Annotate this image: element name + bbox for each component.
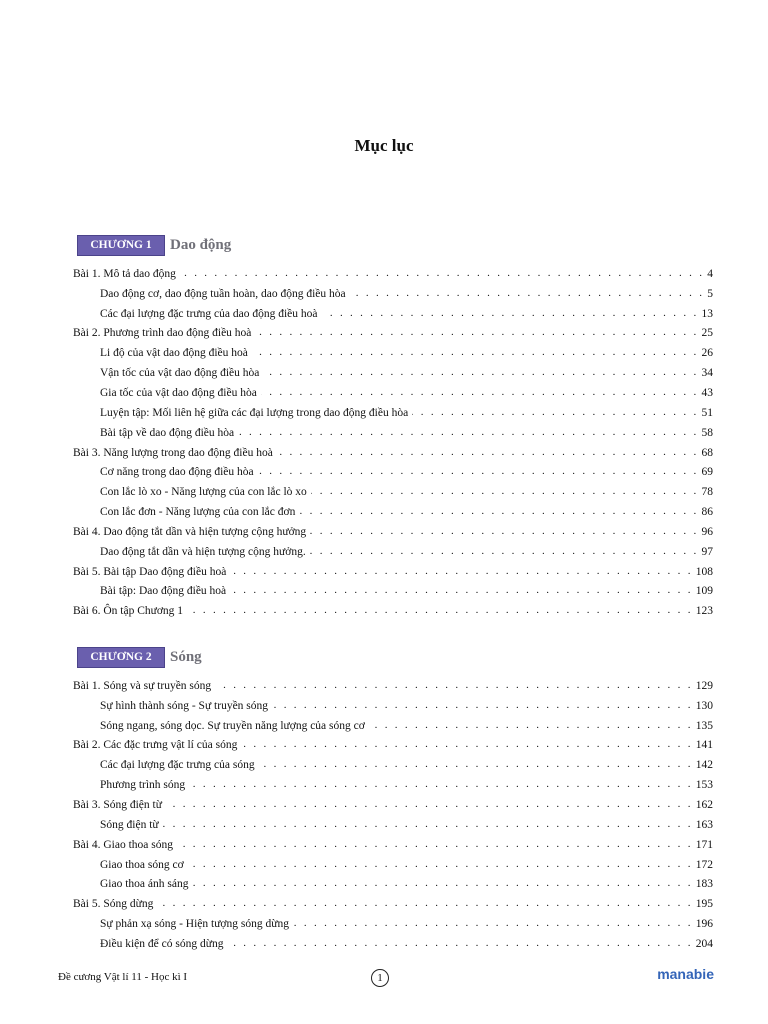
toc-entry-page: 130 [693, 700, 713, 712]
toc-entry[interactable] [73, 775, 713, 795]
toc-entry[interactable] [73, 324, 713, 344]
toc-entry[interactable] [73, 423, 713, 443]
toc-entry[interactable] [73, 363, 713, 383]
toc-entry-page: 108 [693, 566, 713, 578]
toc-entry-page: 97 [699, 546, 714, 558]
toc-entry-page: 123 [693, 605, 713, 617]
toc-entry[interactable] [73, 676, 713, 696]
dot-leader [177, 840, 693, 852]
toc-entry-page: 68 [699, 447, 714, 459]
toc-entry[interactable] [73, 855, 713, 875]
toc-chapter-1 [73, 264, 713, 621]
toc-entry-label: Gia tốc của vật dao động điều hòa [100, 387, 261, 399]
toc-entry-label: Giao thoa sóng cơ [100, 859, 188, 871]
toc-entry-label: Vận tốc của vật dao động điều hòa [100, 367, 263, 379]
dot-leader [293, 919, 693, 931]
dot-leader [299, 507, 698, 519]
toc-entry-page: 5 [704, 288, 713, 300]
toc-entry-label: Bài 2. Phương trình dao động điều hoà [73, 327, 255, 339]
toc-entry-label: Các đại lượng đặc trưng của dao động điều hoà [100, 308, 322, 320]
toc-entry[interactable] [73, 736, 713, 756]
dot-leader [277, 448, 699, 460]
toc-entry-page: 129 [693, 680, 713, 692]
dot-leader [252, 348, 699, 360]
toc-entry-label: Bài 5. Bài tập Dao động điều hoà [73, 566, 230, 578]
chapter-1-header [77, 234, 231, 256]
toc-entry-page: 96 [699, 526, 714, 538]
toc-entry-page: 171 [693, 839, 713, 851]
toc-entry-label: Bài 5. Sóng dừng [73, 898, 157, 910]
toc-entry-label: Điều kiện để có sóng dừng [100, 938, 227, 950]
chapter-name: Dao động [170, 236, 232, 253]
toc-entry[interactable] [73, 934, 713, 954]
dot-leader [192, 879, 692, 891]
toc-entry-label: Bài tập: Dao động điều hoà [100, 585, 230, 597]
toc-entry[interactable] [73, 914, 713, 934]
toc-entry-page: 172 [693, 859, 713, 871]
toc-entry-label: Bài 4. Dao động tắt dần và hiện tượng cộng hưởng [73, 526, 310, 538]
toc-entry-label: Bài tập về dao động điều hòa [100, 427, 238, 439]
toc-entry[interactable] [73, 601, 713, 621]
dot-leader [322, 309, 699, 321]
dot-leader [272, 701, 693, 713]
toc-entry[interactable] [73, 264, 713, 284]
toc-entry-label: Sóng điện từ [100, 819, 163, 831]
dot-leader [189, 780, 693, 792]
dot-leader [310, 527, 698, 539]
dot-leader [227, 939, 692, 951]
toc-entry-page: 163 [693, 819, 713, 831]
toc-entry-page: 195 [693, 898, 713, 910]
toc-entry-label: Bài 6. Ôn tập Chương 1 [73, 605, 187, 617]
toc-entry-page: 25 [699, 327, 714, 339]
dot-leader [157, 899, 692, 911]
dot-leader [238, 428, 698, 440]
manabie-logo: manabie [657, 966, 714, 982]
toc-entry-page: 204 [693, 938, 713, 950]
dot-leader [310, 547, 699, 559]
dot-leader [258, 467, 699, 479]
toc-entry-label: Bài 3. Sóng điện từ [73, 799, 166, 811]
toc-entry-page: 196 [693, 918, 713, 930]
toc-entry[interactable] [73, 403, 713, 423]
toc-entry-label: Dao động cơ, dao động tuần hoàn, dao động điều hòa [100, 288, 350, 300]
toc-entry[interactable] [73, 304, 713, 324]
chapter-badge: CHƯƠNG 2 [77, 647, 165, 668]
toc-entry-page: 58 [699, 427, 714, 439]
dot-leader [188, 860, 693, 872]
toc-entry-page: 78 [699, 486, 714, 498]
dot-leader [215, 681, 693, 693]
toc-entry-label: Bài 3. Năng lượng trong dao động điều hoà [73, 447, 277, 459]
toc-entry-page: 51 [699, 407, 714, 419]
page-number: 1 [371, 969, 389, 987]
toc-entry-page: 69 [699, 466, 714, 478]
toc-entry-label: Các đại lượng đặc trưng của sóng [100, 759, 259, 771]
toc-entry[interactable] [73, 795, 713, 815]
toc-chapter-2 [73, 676, 713, 954]
toc-entry-label: Sự hình thành sóng - Sự truyền sóng [100, 700, 272, 712]
toc-entry[interactable] [73, 716, 713, 736]
toc-entry[interactable] [73, 894, 713, 914]
chapter-2-header [77, 646, 202, 668]
toc-entry[interactable] [73, 343, 713, 363]
toc-entry-page: 34 [699, 367, 714, 379]
dot-leader [230, 586, 693, 598]
toc-entry-label: Bài 1. Mô tả dao động [73, 268, 180, 280]
toc-entry[interactable] [73, 562, 713, 582]
dot-leader [412, 408, 698, 420]
toc-entry-label: Cơ năng trong dao động điều hòa [100, 466, 258, 478]
toc-entry-page: 142 [693, 759, 713, 771]
dot-leader [311, 487, 699, 499]
toc-entry[interactable] [73, 542, 713, 562]
toc-entry-label: Sóng ngang, sóng dọc. Sự truyền năng lượng của sóng cơ [100, 720, 369, 732]
dot-leader [369, 721, 693, 733]
toc-entry[interactable] [73, 874, 713, 894]
toc-entry[interactable] [73, 815, 713, 835]
toc-entry-page: 86 [699, 506, 714, 518]
toc-entry-page: 162 [693, 799, 713, 811]
dot-leader [255, 328, 698, 340]
toc-entry[interactable] [73, 462, 713, 482]
toc-entry[interactable] [73, 582, 713, 602]
toc-entry-label: Sự phản xạ sóng - Hiện tượng sóng dừng [100, 918, 293, 930]
toc-entry[interactable] [73, 482, 713, 502]
dot-leader [350, 289, 705, 301]
toc-entry-label: Luyện tập: Mối liên hệ giữa các đại lượng trong dao động điều hòa [100, 407, 412, 419]
toc-entry[interactable] [73, 383, 713, 403]
dot-leader [166, 800, 693, 812]
toc-entry-label: Bài 4. Giao thoa sóng [73, 839, 177, 851]
toc-entry[interactable] [73, 284, 713, 304]
toc-entry-page: 26 [699, 347, 714, 359]
page-title: Mục lục [354, 136, 414, 155]
toc-entry-page: 4 [704, 268, 713, 280]
toc-entry-page: 109 [693, 585, 713, 597]
toc-entry[interactable] [73, 443, 713, 463]
toc-entry-label: Giao thoa ánh sáng [100, 878, 192, 890]
footer-document-title: Đề cương Vật lí 11 - Học kì I [58, 971, 188, 983]
toc-entry-label: Con lắc đơn - Năng lượng của con lắc đơn [100, 506, 299, 518]
toc-entry-label: Dao động tắt dần và hiện tượng cộng hưởng. [100, 546, 310, 558]
dot-leader [180, 269, 704, 281]
dot-leader [263, 368, 698, 380]
toc-entry[interactable] [73, 522, 713, 542]
toc-entry-page: 141 [693, 739, 713, 751]
toc-entry[interactable] [73, 755, 713, 775]
dot-leader [261, 388, 699, 400]
dot-leader [230, 567, 692, 579]
toc-entry-label: Con lắc lò xo - Năng lượng của con lắc lò xo [100, 486, 311, 498]
toc-entry-label: Li độ của vật dao động điều hoà [100, 347, 252, 359]
chapter-badge: CHƯƠNG 1 [77, 235, 165, 256]
toc-entry-label: Bài 2. Các đặc trưng vật lí của sóng [73, 739, 241, 751]
toc-entry-page: 43 [699, 387, 714, 399]
toc-entry-page: 13 [699, 308, 714, 320]
toc-entry[interactable] [73, 696, 713, 716]
chapter-name: Sóng [170, 648, 202, 665]
dot-leader [241, 740, 692, 752]
toc-entry-page: 153 [693, 779, 713, 791]
dot-leader [187, 606, 693, 618]
dot-leader [163, 820, 693, 832]
toc-entry[interactable] [73, 835, 713, 855]
toc-entry[interactable] [73, 502, 713, 522]
toc-entry-label: Bài 1. Sóng và sự truyền sóng [73, 680, 215, 692]
toc-entry-page: 183 [693, 878, 713, 890]
toc-entry-label: Phương trình sóng [100, 779, 189, 791]
toc-entry-page: 135 [693, 720, 713, 732]
dot-leader [259, 760, 693, 772]
